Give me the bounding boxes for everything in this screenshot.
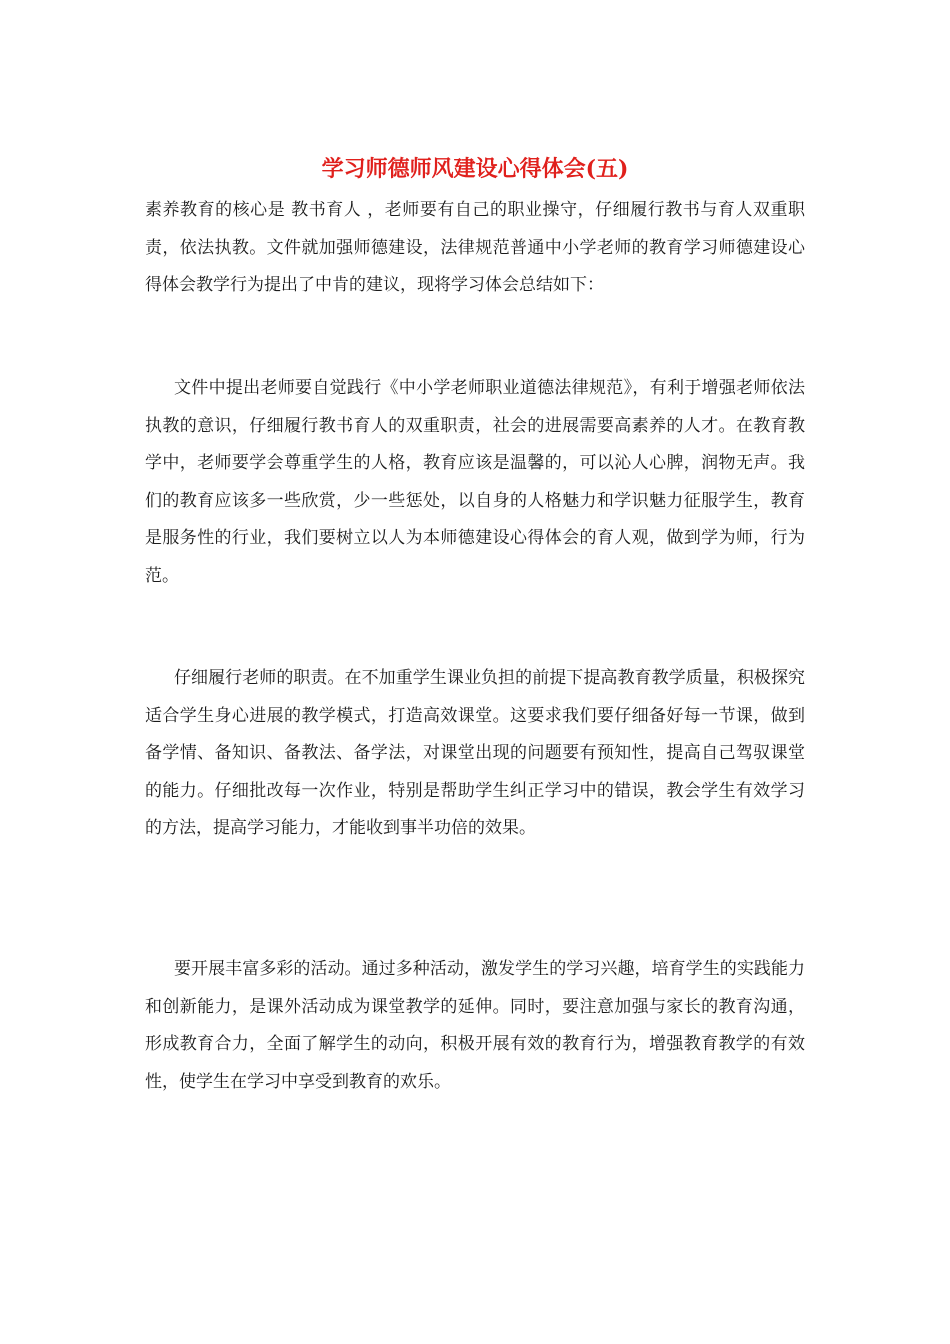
paragraph-intro: 素养教育的核心是 教书育人 ，老师要有自己的职业操守，仔细履行教书与育人双重职责，依法执教。文件就加强师德建设，法律规范普通中小学老师的教育学习师德建设心得体会教学行为提出了中肯的建议，现将学习体会总结如下：: [145, 200, 805, 295]
paragraph-activities: 要开展丰富多彩的活动。通过多种活动，激发学生的学习兴趣，培育学生的实践能力和创新能力，是课外活动成为课堂教学的延伸。同时，要注意加强与家长的教育沟通，形成教育合力，全面了解学生的动向，积极开展有效的教育行为，增强教育教学的有效性，使学生在学习中享受到教育的欢乐。: [145, 959, 805, 1092]
paragraph-teacher-duties: 仔细履行老师的职责。在不加重学生课业负担的前提下提高教育教学质量，积极探究适合学生身心进展的教学模式，打造高效课堂。这要求我们要仔细备好每一节课，做到备学情、备知识、备教法、备学法，对课堂出现的问题要有预知性，提高自己驾驭课堂的能力。仔细批改每一次作业，特别是帮助学生纠正学习中的错误，教会学生有效学习的方法，提高学习能力，才能收到事半功倍的效果。: [145, 668, 805, 838]
paragraph-professional-ethics: 文件中提出老师要自觉践行《中小学老师职业道德法律规范》，有利于增强老师依法执教的意识，仔细履行教书育人的双重职责，社会的进展需要高素养的人才。在教育教学中，老师要学会尊重学生的人格，教育应该是温馨的，可以沁人心脾，润物无声。我们的教育应该多一些欣赏，少一些惩处，以自身的人格魅力和学识魅力征服学生，教育是服务性的行业，我们要树立以人为本师德建设心得体会的育人观，做到学为师，行为范。: [145, 378, 805, 586]
document-title: 学习师德师风建设心得体会(五): [321, 156, 629, 182]
